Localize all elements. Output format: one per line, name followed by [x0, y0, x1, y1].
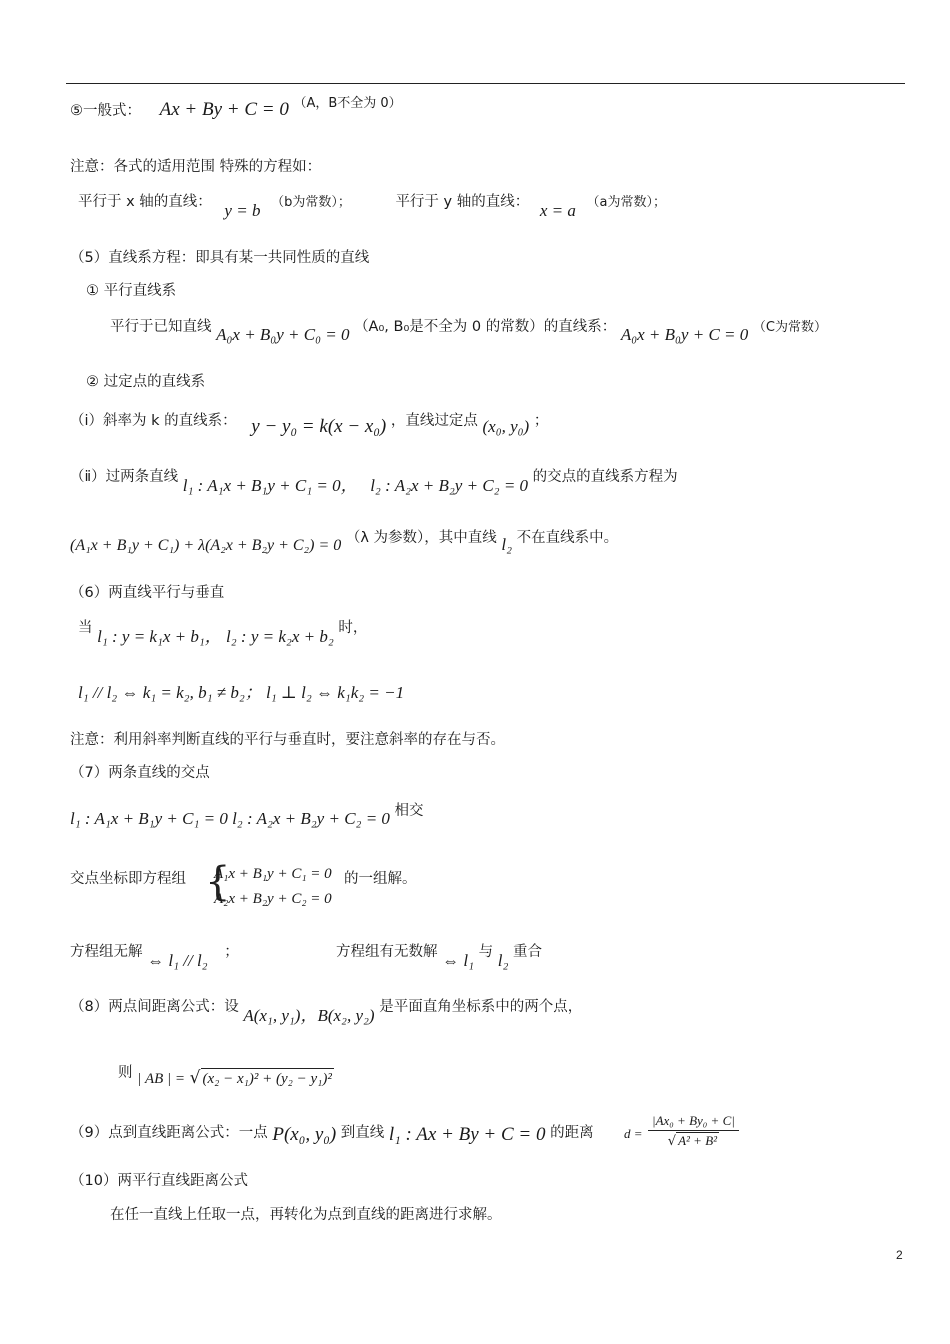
item-ii-l2-symbol: l₂ [501, 535, 513, 554]
item-ii-note-b: 不在直线系中。 [516, 530, 619, 546]
parallel-y-label: 平行于 y 轴的直线： [395, 194, 530, 210]
sec8-tail: 是平面直角坐标系中的两个点， [379, 999, 583, 1015]
item-ii-label: （ⅱ）过两条直线 [70, 469, 179, 485]
no-solution-label: 方程组无解 [70, 944, 143, 960]
sec9-title: （9）点到直线距离公式：一点 [70, 1125, 268, 1141]
sec5-parallel-family [110, 316, 827, 344]
item-i-point: (x₀, y₀) [482, 417, 530, 436]
inf-solution-label: 方程组有无数解 [336, 944, 438, 960]
item-ii-family-equation: (A₁x + B₁y + C₁) + λ(A₂x + B₂y + C₂) = 0 [70, 537, 342, 554]
fraction-denominator [648, 1131, 739, 1149]
sec5-item-ii [70, 466, 678, 495]
no-solution-equation: ⇔ l₁ // l₂ [147, 951, 208, 970]
sec7-lines-equation: l₁ : A₁x + B₁y + C₁ = 0 l₂ : A₂x + B₂y + C₂ = 0 [70, 809, 390, 828]
sec9-mid: 到直线 [340, 1125, 385, 1141]
sec6-when: 当 [78, 620, 93, 636]
parallel-y-equation: x = a [539, 201, 576, 220]
item-ii-line2: l₂ : A₂x + B₂y + C₂ = 0 [370, 476, 529, 495]
item-i-equation: y − y₀ = k(x − x₀) [251, 416, 387, 437]
inf-solution-equation: ⇔ l₁ [442, 951, 474, 970]
sec9-d-lhs: d = [624, 1126, 643, 1141]
sec6-relation-equation: l₁ // l₂ ⇔ k₁ = k₂, b₁ ≠ b₂； l₁ ⊥ l₂ ⇔ k₁k₂ = −1 [78, 683, 405, 702]
parallel-family-equation-a: A₀x + B₀y + C₀ = 0 [216, 325, 350, 344]
sec6-lines [78, 617, 368, 646]
sec7-no-solution [70, 941, 239, 970]
sec8-formula-radicand: (x₂ − x₁)² + (y₂ − y₁)² [201, 1068, 334, 1089]
parallel-x-equation: y = b [224, 201, 261, 220]
no-solution-end: ； [224, 944, 239, 960]
sqrt-sign-icon: √ [667, 1134, 677, 1149]
sec6-when-tail: 时， [338, 620, 368, 636]
parallel-x-note: （b为常数）； [271, 195, 351, 210]
sec6-title: （6）两直线平行与垂直 [70, 585, 225, 601]
sec7-system-tail: 的一组解。 [344, 871, 417, 887]
fraction-numerator: |Ax₀ + By₀ + C| [648, 1113, 739, 1131]
general-form-label: ⑤一般式： [70, 103, 141, 119]
sec9-tail: 的距离 [550, 1125, 594, 1141]
item-i-tail-label: ，直线过定点 [390, 413, 478, 429]
sec9-point: P(x₀, y₀) [272, 1124, 337, 1145]
parallel-family-equation-b: A₀x + B₀y + C = 0 [620, 325, 749, 344]
item-ii-note-a: （λ 为参数），其中直线 [345, 530, 497, 546]
sec7-lines-tail: 相交 [394, 803, 424, 819]
sec5-item-ii-family [70, 527, 619, 554]
special-lines [78, 191, 666, 220]
sec8-points: A(x₁, y₁)，B(x₂, y₂) [243, 1006, 375, 1025]
parallel-y-note: （a为常数）； [586, 195, 666, 210]
sec6-lines-equation: l₁ : y = k₁x + b₁， l₂ : y = k₂x + b₂ [97, 627, 334, 646]
item-ii-tail: 的交点的直线系方程为 [532, 469, 678, 485]
sec8-formula [118, 1062, 334, 1088]
system-brace: { [205, 859, 231, 905]
system-row-2: A₂x + B₂y + C₂ = 0 [214, 891, 332, 907]
parallel-family-note: （C为常数） [752, 320, 827, 335]
sec5-item-i [70, 410, 549, 437]
sec5-title: （5）直线系方程：即具有某一共同性质的直线 [70, 250, 370, 266]
item-i-label: （ⅰ）斜率为 k 的直线系： [70, 413, 237, 429]
fraction-denominator-radicand: A² + B² [678, 1133, 718, 1148]
inf-solution-l2: l₂ [497, 951, 509, 970]
item-i-end: ； [533, 413, 549, 429]
sec6-relation [78, 683, 404, 704]
distance-fraction [648, 1113, 739, 1149]
sec5-sub2: ② 过定点的直线系 [86, 374, 206, 390]
inf-solution-tail: 重合 [512, 944, 542, 960]
sec6-note: 注意：利用斜率判断直线的平行与垂直时，要注意斜率的存在与否。 [70, 732, 505, 748]
sec9-line [70, 1122, 594, 1143]
system-row-1: A₁x + B₁y + C₁ = 0 [214, 866, 332, 882]
page-number: 2 [896, 1248, 903, 1262]
parallel-family-text-a: 平行于已知直线 [110, 319, 212, 335]
general-form-line [70, 96, 402, 122]
parallel-x-label: 平行于 x 轴的直线： [78, 194, 212, 210]
general-form-condition: （A，B不全为 0） [293, 96, 402, 111]
sec8-title: （8）两点间距离公式：设 [70, 999, 239, 1015]
sec8-formula-lhs: | AB | = [137, 1071, 186, 1087]
sec10-text: 在任一直线上任取一点，再转化为点到直线的距离进行求解。 [110, 1207, 502, 1223]
sec7-title: （7）两条直线的交点 [70, 765, 210, 781]
sec9-line-equation: l₁ : Ax + By + C = 0 [388, 1124, 546, 1145]
inf-solution-with: 与 [478, 944, 494, 960]
sec5-sub1: ① 平行直线系 [86, 283, 177, 299]
item-ii-line1: l₁ : A₁x + B₁y + C₁ = 0， [182, 476, 358, 495]
sec10-title: （10）两平行直线距离公式 [70, 1173, 248, 1189]
sec8-then: 则 [118, 1065, 133, 1081]
sec7-inf-solution [336, 941, 542, 970]
sec8-intro [70, 996, 583, 1025]
sec7-system-label: 交点坐标即方程组 [70, 871, 186, 887]
general-form-equation: Ax + By + C = 0 [159, 99, 289, 120]
note-scope: 注意：各式的适用范围 特殊的方程如： [70, 159, 322, 175]
header-rule [66, 83, 905, 84]
sqrt-sign-icon: √ [189, 1068, 201, 1088]
sec7-lines [70, 800, 424, 828]
parallel-family-text-b: （A₀, B₀是不全为 0 的常数）的直线系： [354, 319, 617, 335]
